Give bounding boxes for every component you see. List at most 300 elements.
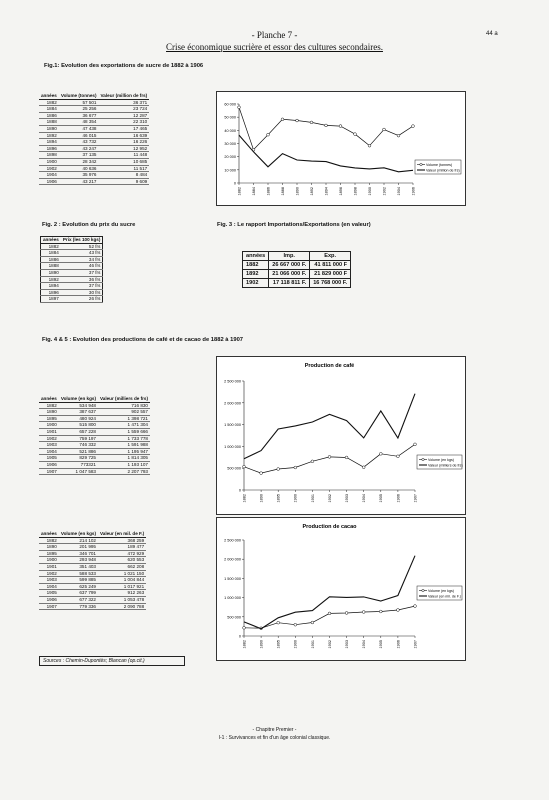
fig3-cell: 16 768 000 F. <box>310 279 351 288</box>
cafe-cell: 1904 <box>39 448 59 455</box>
cafe-cell: 2 207 793 <box>98 468 150 475</box>
fig2-table-wrap <box>40 236 103 303</box>
fig1-cell: 16 226 <box>99 139 150 146</box>
x-tick-label: 1904 <box>362 640 367 649</box>
data-point-volume <box>277 621 280 624</box>
planche-label: - Planche 7 - <box>251 30 298 40</box>
x-tick-label: 1906 <box>411 187 416 196</box>
x-tick-label: 1888 <box>280 187 285 196</box>
fig1-cell: 9 609 <box>99 178 150 185</box>
cacao-row <box>39 590 146 597</box>
cafe-cell: 1 195 947 <box>98 448 150 455</box>
fig2-cell: 1896 <box>41 289 61 296</box>
cacao-cell: 1902 <box>39 570 59 577</box>
x-tick-label: 1903 <box>345 494 349 503</box>
cacao-row <box>39 557 146 564</box>
sources-note: Sources : Chemin-Dupontès; Blancan (op.cit.) <box>39 656 185 666</box>
data-point-volume <box>243 465 246 468</box>
fig1-row <box>39 125 149 132</box>
fig1-cell: 1886 <box>39 112 59 119</box>
cacao-cell: 1900 <box>39 557 59 564</box>
data-point-volume <box>397 134 400 137</box>
fig2-cell: 1892 <box>41 276 61 283</box>
cafe-row <box>39 461 150 468</box>
fig1-cell: 11 517 <box>99 165 150 172</box>
fig1-header-cell: Valeur (million de frs) <box>100 93 148 98</box>
cafe-table-wrap <box>39 396 150 475</box>
fig2-cell: 1886 <box>41 256 61 263</box>
cacao-cell: 472 929 <box>98 550 146 557</box>
y-tick-label: 500 000 <box>227 466 241 471</box>
data-point-volume <box>311 460 314 463</box>
cafe-cell: 1905 <box>39 455 59 462</box>
legend-marker <box>422 458 424 460</box>
cacao-cell: 2 090 788 <box>98 603 146 610</box>
fig3-table <box>242 251 351 288</box>
x-tick-label: 1904 <box>396 187 401 196</box>
fig1-table <box>39 93 149 185</box>
cacao-row <box>39 596 146 603</box>
fig1-cell: 46 015 <box>59 132 99 139</box>
legend-label: Valeur (million de frs) <box>426 168 460 173</box>
data-point-volume <box>354 133 357 136</box>
fig2-row <box>41 283 103 290</box>
y-tick-label: 2 000 000 <box>224 557 241 562</box>
y-tick-label: 2 500 000 <box>224 538 241 543</box>
cacao-cell: 201 995 <box>59 544 98 551</box>
fig1-cell: 16 639 <box>99 132 150 139</box>
x-tick-label: 1902 <box>327 494 332 503</box>
x-tick-label: 1902 <box>382 187 387 196</box>
x-tick-label: 1902 <box>327 640 332 649</box>
cacao-header-cell: Valeur (en mil. de F.) <box>99 531 145 536</box>
cafe-row <box>39 442 150 449</box>
data-point-volume <box>267 133 270 136</box>
data-point-volume <box>345 456 348 459</box>
fig2-cell: 37 frs <box>61 269 103 276</box>
x-tick-label: 1890 <box>295 187 300 196</box>
cacao-cell: 368 259 <box>98 537 146 544</box>
fig3-table-wrap <box>242 251 351 288</box>
fig1-cell: 1902 <box>39 165 59 172</box>
x-tick-label: 1900 <box>293 494 298 503</box>
cacao-row <box>39 563 146 570</box>
x-tick-label: 1890 <box>259 640 264 649</box>
fig1-cell: 12 952 <box>99 145 150 152</box>
y-tick-label: 10 000 <box>224 168 236 173</box>
y-tick-label: 1 000 000 <box>224 596 241 601</box>
x-tick-label: 1896 <box>338 187 343 196</box>
fig1-cell: 1888 <box>39 119 59 126</box>
cacao-cell: 625 249 <box>59 583 98 590</box>
cafe-row <box>39 435 150 442</box>
x-tick-label: 1882 <box>242 640 247 649</box>
y-tick-label: 1 500 000 <box>224 576 241 581</box>
fig3-cell: 21 066 000 F. <box>269 270 310 279</box>
data-point-volume <box>383 128 386 131</box>
legend-label: Valeur (en mil. de F.) <box>428 594 461 599</box>
series-line-valeur <box>244 556 415 629</box>
fig2-cell: 1897 <box>41 296 61 303</box>
fig1-row <box>39 119 149 126</box>
fig2-row <box>41 263 103 270</box>
fig3-cell: 21 829 000 F <box>310 270 351 279</box>
fig2-row <box>41 269 103 276</box>
x-tick-label: 1906 <box>396 494 401 503</box>
x-tick-label: 1886 <box>266 187 271 196</box>
fig2-cell: 34 frs <box>61 256 103 263</box>
cafe-row <box>39 409 150 416</box>
data-point-volume <box>368 144 371 147</box>
data-point-volume <box>325 124 328 127</box>
data-point-volume <box>328 455 331 458</box>
fig1-row <box>39 132 149 139</box>
cacao-cell: 637 799 <box>59 590 98 597</box>
cafe-row <box>39 415 150 422</box>
fig1-cell: 17 465 <box>99 125 150 132</box>
fig1-cell: 8 484 <box>99 172 150 179</box>
series-line-volume <box>244 606 415 628</box>
data-point-volume <box>379 452 382 455</box>
cafe-cell: 1 193 107 <box>98 461 150 468</box>
cacao-cell: 588 533 <box>59 570 98 577</box>
fig1-cell: 1892 <box>39 132 59 139</box>
x-tick-label: 1884 <box>251 187 256 196</box>
fig3-cell: 41 811 000 F <box>310 261 351 270</box>
x-tick-label: 1898 <box>353 187 358 196</box>
fig1-cell: 1890 <box>39 125 59 132</box>
fig2-row <box>41 250 103 257</box>
fig2-cell: 1882 <box>41 243 61 250</box>
data-point-volume <box>345 612 348 615</box>
cafe-row <box>39 448 150 455</box>
cacao-row <box>39 583 146 590</box>
fig2-cell: 43 frs <box>61 250 103 257</box>
series-line-volume <box>239 107 413 149</box>
x-tick-label: 1907 <box>413 494 418 503</box>
y-tick-label: 30 000 <box>224 142 236 146</box>
fig1-cell: 43 217 <box>59 178 99 185</box>
fig1-header-cell: Volume (tonnes) <box>60 93 97 98</box>
x-tick-label: 1906 <box>396 640 401 649</box>
fig2-cell: 1890 <box>41 269 61 276</box>
fig2-row <box>41 296 103 303</box>
fig3-row <box>243 279 351 288</box>
cafe-cell: 746 332 <box>59 442 98 449</box>
data-point-volume <box>339 125 342 128</box>
fig1-cell: 40 636 <box>59 165 99 172</box>
fig2-table <box>40 236 103 303</box>
y-tick-label: 0 <box>233 181 236 186</box>
data-point-volume <box>362 611 365 614</box>
series-line-valeur <box>244 394 415 459</box>
cafe-cell: 1902 <box>39 435 59 442</box>
fig1-chart-frame <box>216 91 466 206</box>
fig1-cell: 22 310 <box>99 119 150 126</box>
cacao-cell: 1 004 844 <box>98 577 146 584</box>
y-tick-label: 60 000 <box>224 102 236 107</box>
cafe-cell: 759 197 <box>59 435 98 442</box>
legend-label: Volume (en kgs) <box>428 588 454 593</box>
cafe-cell: 1 591 988 <box>98 442 150 449</box>
x-tick-label: 1901 <box>310 494 315 503</box>
cafe-cell: 1 398 721 <box>98 415 150 422</box>
fig1-cell: 12 287 <box>99 112 150 119</box>
fig1-cell: 48 354 <box>59 119 99 126</box>
cacao-row <box>39 577 146 584</box>
data-point-volume <box>243 626 246 629</box>
y-tick-label: 500 000 <box>227 615 241 620</box>
cacao-header-cell: années <box>41 531 57 536</box>
cacao-cell: 1 017 921 <box>98 583 146 590</box>
cacao-chart-frame <box>216 517 466 661</box>
fig1-caption: Fig.1: Evolution des exportations de sucre de 1882 à 1906 <box>44 63 204 69</box>
fig1-header-cell: années <box>41 93 57 98</box>
fig1-table-wrap <box>39 93 149 185</box>
cafe-cell: 716 830 <box>98 402 150 409</box>
cafe-header-cell: années <box>41 396 57 401</box>
data-point-volume <box>311 621 314 624</box>
cafe-cell: 534 948 <box>59 402 98 409</box>
legend-marker <box>420 163 422 165</box>
fig1-cell: 1894 <box>39 139 59 146</box>
cacao-cell: 620 553 <box>98 557 146 564</box>
y-tick-label: 1 000 000 <box>224 444 241 449</box>
cafe-table <box>39 396 150 475</box>
footer-chapter: - Chapitre Premier - <box>252 727 297 733</box>
cacao-row <box>39 550 146 557</box>
fig1-row <box>39 112 149 119</box>
cacao-cell: 351 403 <box>59 563 98 570</box>
cacao-table <box>39 531 146 610</box>
fig1-row <box>39 165 149 172</box>
cacao-cell: 1903 <box>39 577 59 584</box>
cafe-cell: 1 559 666 <box>98 428 150 435</box>
fig2-cell: 52 frs <box>61 243 103 250</box>
fig3-cell: 1892 <box>243 270 269 279</box>
fig1-row <box>39 145 149 152</box>
fig2-cell: 1888 <box>41 263 61 270</box>
fig1-cell: 36 371 <box>99 99 150 106</box>
cafe-cell: 1 047 583 <box>59 468 98 475</box>
cacao-cell: 1882 <box>39 537 59 544</box>
cacao-cell: 779 336 <box>59 603 98 610</box>
fig3-row <box>243 270 351 279</box>
cafe-cell: 829 725 <box>59 455 98 462</box>
fig2-row <box>41 256 103 263</box>
fig3-cell: 1902 <box>243 279 269 288</box>
cacao-cell: 912 263 <box>98 590 146 597</box>
fig3-caption: Fig. 3 : Le rapport Importations/Exportations (en valeur) <box>217 222 371 228</box>
fig3-row <box>243 261 351 270</box>
cafe-cell: 657 228 <box>59 428 98 435</box>
page-title: Crise économique sucrière et essor des cultures secondaires. <box>166 42 383 52</box>
cafe-row <box>39 402 150 409</box>
cacao-cell: 1 021 150 <box>98 570 146 577</box>
x-tick-label: 1895 <box>276 640 281 649</box>
cafe-cell: 1890 <box>39 409 59 416</box>
page-number: 44 a <box>486 31 498 37</box>
cafe-cell: 1 814 305 <box>98 455 150 462</box>
cafe-cell: 1895 <box>39 415 59 422</box>
cacao-row <box>39 544 146 551</box>
fig1-cell: 28 342 <box>59 158 99 165</box>
fig2-cell: 36 frs <box>61 276 103 283</box>
cafe-header-cell: Volume (en kgs) <box>60 396 96 401</box>
cacao-cell: 662 208 <box>98 563 146 570</box>
fig3-header-cell: années <box>243 252 269 261</box>
y-tick-label: 2 500 000 <box>224 379 241 384</box>
cacao-cell: 346 701 <box>59 550 98 557</box>
fig1-row <box>39 152 149 159</box>
cafe-cell: 521 886 <box>59 448 98 455</box>
data-point-volume <box>414 443 417 446</box>
cafe-cell: 1901 <box>39 428 59 435</box>
fig2-caption: Fig. 2 : Evolution du prix du sucre <box>42 222 136 228</box>
fig1-cell: 47 438 <box>59 125 99 132</box>
x-tick-label: 1903 <box>345 640 349 649</box>
data-point-volume <box>294 466 297 469</box>
fig1-cell: 43 732 <box>59 139 99 146</box>
fig1-row <box>39 139 149 146</box>
x-tick-label: 1892 <box>309 187 314 196</box>
cafe-header-cell: Valeur (milliers de frs) <box>99 396 148 401</box>
data-point-volume <box>397 455 400 458</box>
legend-label: Volume (tonnes) <box>426 162 453 167</box>
fig2-header-cell: Prix (les 100 kgs) <box>61 237 103 244</box>
fig2-cell: 1894 <box>41 283 61 290</box>
fig1-cell: 10 685 <box>99 158 150 165</box>
x-tick-label: 1907 <box>413 640 418 649</box>
fig2-cell: 1884 <box>41 250 61 257</box>
fig1-row <box>39 99 149 106</box>
x-tick-label: 1901 <box>310 640 315 649</box>
fig2-cell: 46 frs <box>61 263 103 270</box>
fig1-cell: 25 256 <box>59 106 99 113</box>
data-point-volume <box>296 119 299 122</box>
cafe-cell: 1906 <box>39 461 59 468</box>
cafe-cell: 480 924 <box>59 415 98 422</box>
fig1-cell: 1896 <box>39 145 59 152</box>
cafe-cell: 1 733 778 <box>98 435 150 442</box>
cacao-table-wrap <box>39 531 146 610</box>
cacao-cell: 1890 <box>39 544 59 551</box>
fig1-cell: 36 677 <box>59 112 99 119</box>
legend-label: Volume (en kgs) <box>428 457 454 462</box>
fig1-row <box>39 158 149 165</box>
y-tick-label: 2 000 000 <box>224 401 241 406</box>
cafe-cell: 1900 <box>39 422 59 429</box>
fig2-cell: 30 frs <box>61 289 103 296</box>
fig1-row <box>39 178 149 185</box>
x-tick-label: 1882 <box>242 494 247 503</box>
fig2-row <box>41 243 103 250</box>
cafe-cell: 515 800 <box>59 422 98 429</box>
cafe-cell: 902 557 <box>98 409 150 416</box>
cafe-cell: 387 637 <box>59 409 98 416</box>
fig1-cell: 35 976 <box>59 172 99 179</box>
data-point-volume <box>294 623 297 626</box>
legend-marker <box>422 589 424 591</box>
cacao-row <box>39 570 146 577</box>
fig1-cell: 23 724 <box>99 106 150 113</box>
y-tick-label: 0 <box>238 634 241 639</box>
cafe-cell: 1882 <box>39 402 59 409</box>
fig2-cell: 37 frs <box>61 283 103 290</box>
fig1-row <box>39 106 149 113</box>
cafe-cell: 1907 <box>39 468 59 475</box>
fig1-cell: 43 247 <box>59 145 99 152</box>
fig2-row <box>41 276 103 283</box>
cacao-cell: 1901 <box>39 563 59 570</box>
cacao-header-cell: Volume (en kgs) <box>60 531 96 536</box>
cafe-row <box>39 422 150 429</box>
fig2-cell: 26 frs <box>61 296 103 303</box>
data-point-volume <box>328 612 331 615</box>
data-point-volume <box>414 605 417 608</box>
y-tick-label: 50 000 <box>224 115 236 120</box>
chart-title: Production de cacao <box>302 524 357 530</box>
fig1-cell: 1882 <box>39 99 59 106</box>
fig1-row <box>39 172 149 179</box>
cafe-chart <box>217 357 465 514</box>
data-point-volume <box>281 118 284 121</box>
y-tick-label: 40 000 <box>224 128 236 133</box>
fig1-cell: 1884 <box>39 106 59 113</box>
y-tick-label: 0 <box>238 488 241 493</box>
cafe-chart-frame <box>216 356 466 515</box>
x-tick-label: 1895 <box>276 494 281 503</box>
cacao-cell: 677 322 <box>59 596 98 603</box>
cacao-cell: 1907 <box>39 603 59 610</box>
data-point-volume <box>238 106 241 109</box>
fig1-cell: 57 501 <box>59 99 99 106</box>
cacao-row <box>39 603 146 610</box>
fig3-cell: 26 667 000 F. <box>269 261 310 270</box>
fig1-cell: 37 135 <box>59 152 99 159</box>
y-tick-label: 20 000 <box>224 155 236 160</box>
chart-title: Production de café <box>304 363 355 369</box>
x-tick-label: 1894 <box>324 187 329 196</box>
x-tick-label: 1900 <box>293 640 298 649</box>
fig3-header-cell: Imp. <box>269 252 310 261</box>
fig1-cell: 1898 <box>39 152 59 159</box>
cacao-chart <box>217 518 465 660</box>
cacao-cell: 189 477 <box>98 544 146 551</box>
data-point-volume <box>362 466 365 469</box>
cacao-cell: 1 053 478 <box>98 596 146 603</box>
x-tick-label: 1905 <box>379 494 384 503</box>
cafe-cell: 1903 <box>39 442 59 449</box>
series-line-volume <box>244 444 415 473</box>
fig45-caption: Fig. 4 & 5 : Evolution des productions de café et de cacao de 1882 à 1907 <box>42 337 244 343</box>
cafe-row <box>39 455 150 462</box>
y-tick-label: 1 500 000 <box>224 423 241 428</box>
cacao-cell: 1906 <box>39 596 59 603</box>
cafe-cell: 773321 <box>59 461 98 468</box>
fig3-cell: 17 118 811 F. <box>269 279 310 288</box>
cafe-row <box>39 468 150 475</box>
x-tick-label: 1882 <box>237 187 242 196</box>
footer-section: I-1 : Survivances et fin d'un âge colonial classique. <box>218 735 331 741</box>
data-point-volume <box>412 125 415 128</box>
cacao-cell: 599 885 <box>59 577 98 584</box>
data-point-volume <box>277 468 280 471</box>
fig3-header-cell: Exp. <box>310 252 351 261</box>
fig1-chart <box>217 92 465 205</box>
fig1-cell: 11 448 <box>99 152 150 159</box>
fig1-cell: 1906 <box>39 178 59 185</box>
